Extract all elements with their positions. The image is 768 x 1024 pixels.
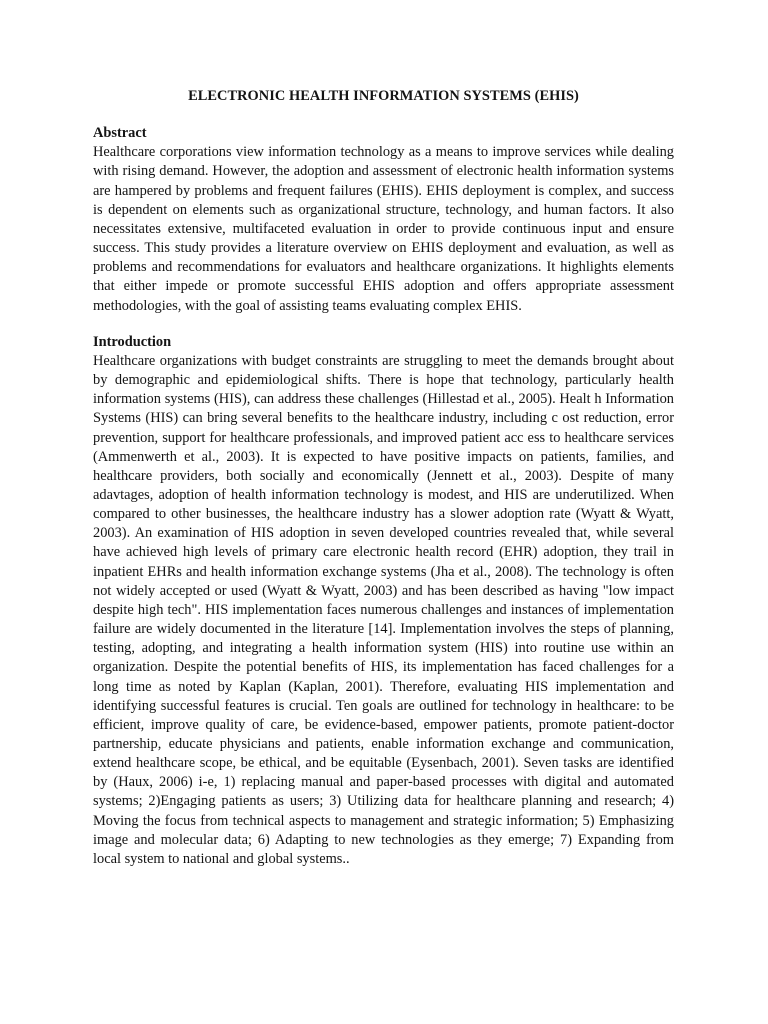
- abstract-heading: Abstract: [93, 125, 147, 142]
- abstract-section: [93, 124, 674, 316]
- section-spacer: [93, 316, 674, 333]
- document-page: [93, 87, 674, 869]
- abstract-paragraph: Healthcare corporations view information technology as a means to improve services while dealing with rising demand. However, the adoption and assessment of electronic health information systems are hampered by problems and frequent failures (EHIS). EHIS deployment is complex, and success is dependent on elements such as organizational structure, technology, and human factors. It also necessitates extensive, multifaceted evaluation in order to provide continuous input and ensure success. This study provides a literature overview on EHIS deployment and evaluation, as well as problems and recommendations for evaluators and healthcare organizations. It highlights elements that either impede or promote successful EHIS adoption and offers appropriate assessment methodologies, with the goal of assisting teams evaluating complex EHIS.: [93, 144, 674, 314]
- introduction-heading: Introduction: [93, 333, 172, 350]
- introduction-section: [93, 333, 674, 869]
- document-title: ELECTRONIC HEALTH INFORMATION SYSTEMS (EHIS): [188, 88, 579, 104]
- introduction-paragraph: Healthcare organizations with budget constraints are struggling to meet the demands brought about by demographic and epidemiological shifts. There is hope that technology, particularly health information systems (HIS), can address these challenges (Hillestad et al., 2005). Healt h Information Systems (HIS) can bring several benefits to the healthcare industry, including c ost reduction, error prevention, support for healthcare professionals, and improved patient acc ess to healthcare services (Ammenwerth et al., 2003). It is expected to have positive impacts on patients, families, and healthcare providers, both socially and economically (Jennett et al., 2003). Despite of many adavtages, adoption of health information technology is modest, and HIS are underutilized. When compared to other businesses, the healthcare industry has a slower adoption rate (Wyatt & Wyatt, 2003). An examination of HIS adoption in seven developed countries revealed that, while several have achieved high levels of primary care electronic health record (EHR) adoption, they trail in inpatient EHRs and health information exchange systems (Jha et al., 2008). The technology is often not widely accepted or used (Wyatt & Wyatt, 2003) and has been described as having "low impact despite high tech". HIS implementation faces numerous challenges and instances of implementation failure are widely documented in the literature [14]. Implementation involves the steps of planning, testing, adopting, and integrating a health information system (HIS) into routine use within an organization. Despite the potential benefits of HIS, its implementation has faced challenges for a long time as noted by Kaplan (Kaplan, 2001). Therefore, evaluating HIS implementation and identifying successful features is crucial. Ten goals are outlined for technology in healthcare: to be efficient, improve quality of care, be evidence-based, empower patients, promote patient-doctor partnership, educate physicians and patients, enable information exchange and communication, extend healthcare scope, be ethical, and be equitable (Eysenbach, 2001). Seven tasks are identified by (Haux, 2006) i-e, 1) replacing manual and paper-based processes with digital and automated systems; 2)Engaging patients as users; 3) Utilizing data for healthcare planning and research; 4) Moving the focus from technical aspects to management and strategic information; 5) Emphasizing image and molecular data; 6) Adapting to new technologies as they emerge; 7) Expanding from local system to national and global systems..: [93, 352, 674, 867]
